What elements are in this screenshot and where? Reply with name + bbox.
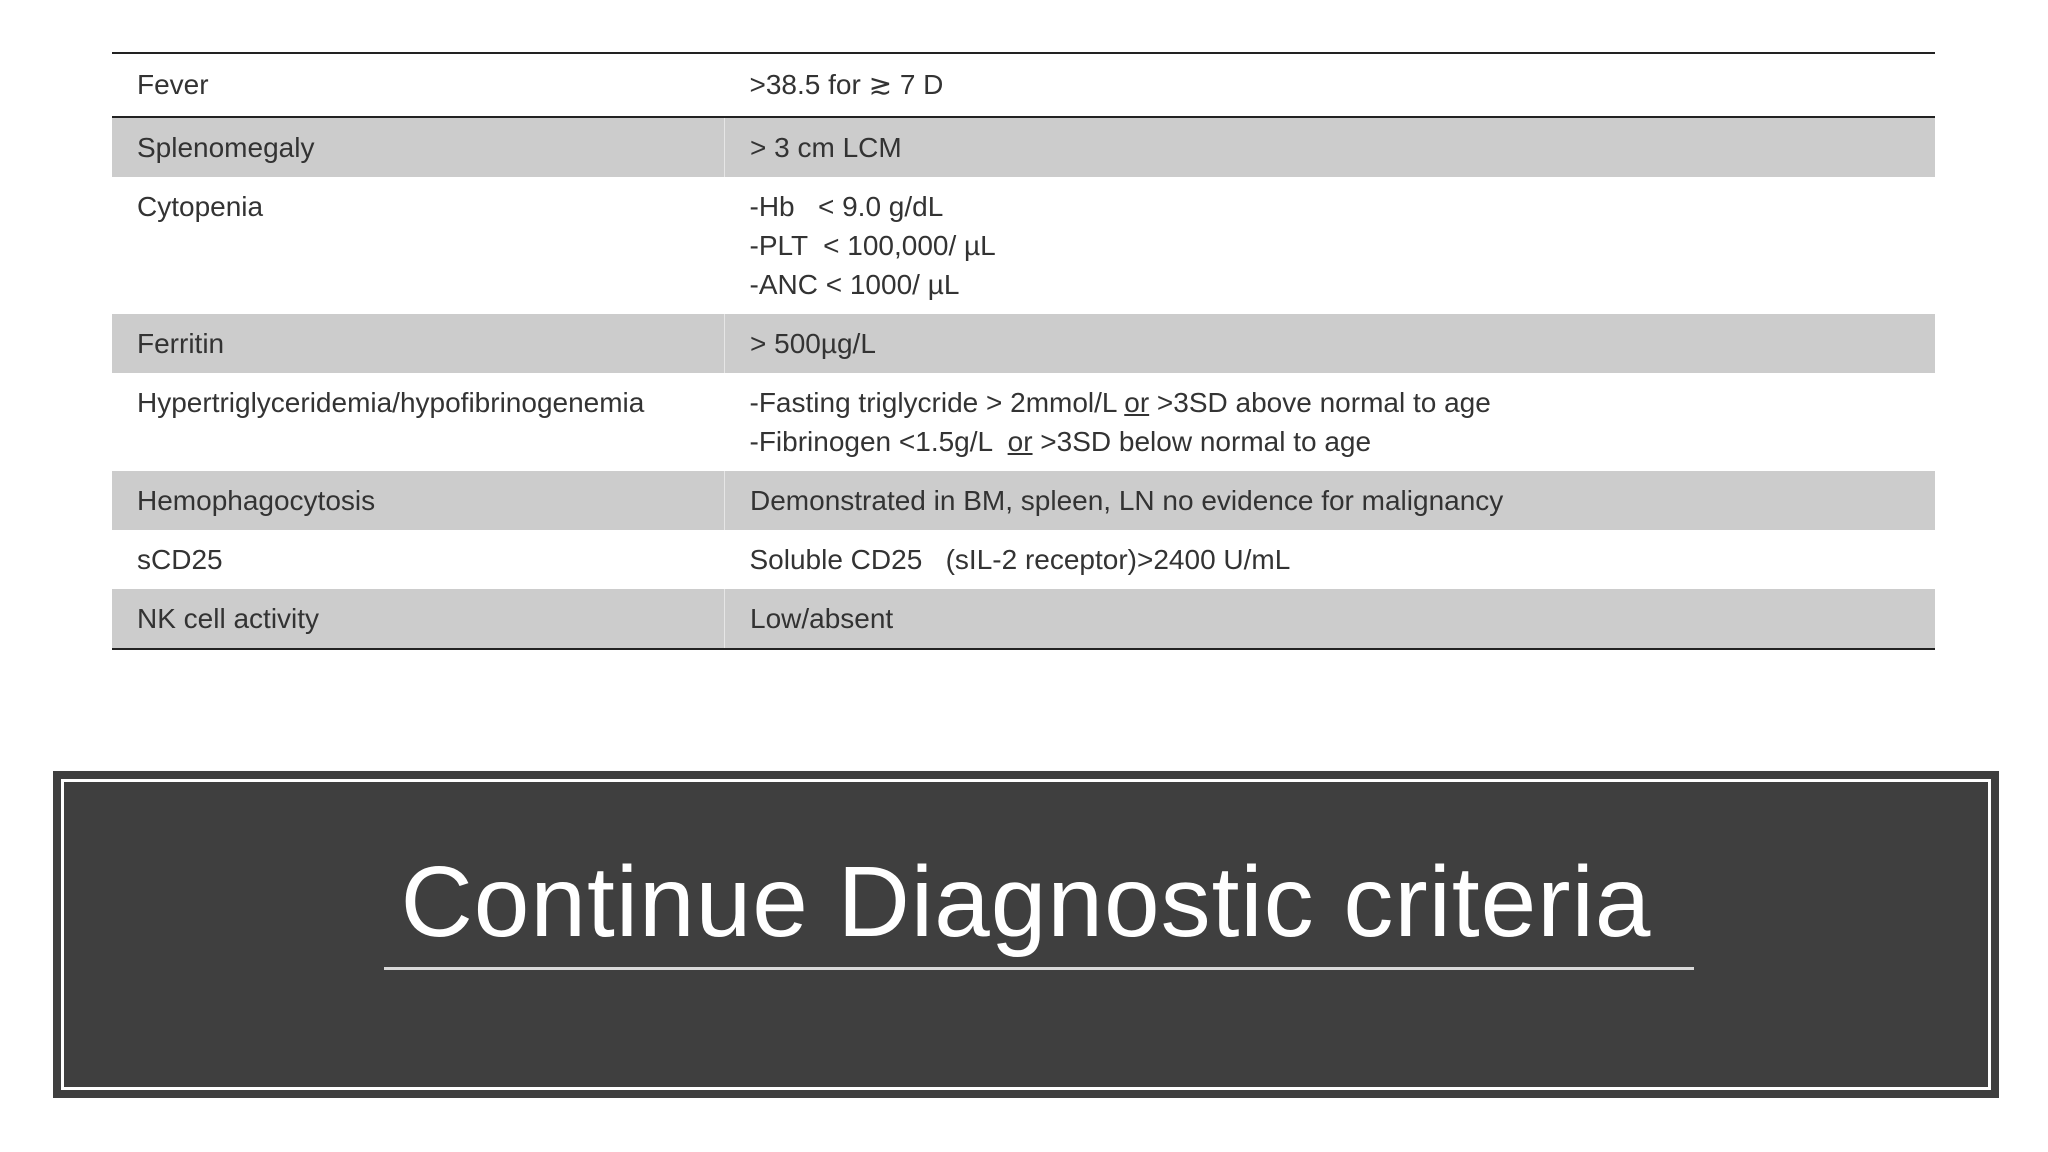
criteria-cell bbox=[725, 314, 1936, 373]
or-emphasis: or bbox=[1007, 426, 1033, 457]
criteria-line: Demonstrated in BM, spleen, LN no evidence for malignancy bbox=[750, 485, 1504, 516]
table-row-splenomegaly bbox=[112, 117, 1935, 177]
criteria-cell bbox=[725, 373, 1936, 471]
parameter-cell: Cytopenia bbox=[137, 191, 264, 222]
title-banner-frame bbox=[61, 779, 1991, 1090]
criteria-text: -Fibrinogen <1.5g/L bbox=[749, 426, 1008, 457]
criteria-line: Low/absent bbox=[750, 603, 894, 634]
criteria-line: -ANC < 1000/ µL bbox=[749, 269, 960, 300]
criteria-table bbox=[112, 52, 1935, 650]
criteria-cell bbox=[725, 117, 1936, 177]
criteria-line: > 3 cm LCM bbox=[750, 132, 902, 163]
parameter-cell: NK cell activity bbox=[112, 589, 725, 649]
or-emphasis: or bbox=[1124, 387, 1150, 418]
title-banner bbox=[53, 771, 1999, 1098]
parameter-cell: Splenomegaly bbox=[112, 117, 725, 177]
parameter-cell: Hemophagocytosis bbox=[112, 471, 725, 530]
criteria-cell bbox=[725, 177, 1936, 314]
table-row-cytopenia bbox=[112, 177, 1935, 314]
criteria-text: >3SD above normal to age bbox=[1149, 387, 1491, 418]
criteria-text: >3SD below normal to age bbox=[1032, 426, 1372, 457]
parameter-cell: sCD25 bbox=[137, 544, 223, 575]
criteria-line: Soluble CD25 (sIL-2 receptor)>2400 U/mL bbox=[749, 544, 1291, 575]
criteria-cell bbox=[725, 530, 1936, 589]
slide-title: Continue Diagnostic criteria bbox=[400, 846, 1652, 958]
criteria-line bbox=[750, 422, 1911, 461]
criteria-line bbox=[750, 383, 1911, 422]
table-row-fever bbox=[112, 53, 1935, 117]
parameter-cell: Ferritin bbox=[112, 314, 725, 373]
table-row-hypertriglyceridemia bbox=[112, 373, 1935, 471]
criteria-line: -Hb < 9.0 g/dL bbox=[749, 191, 944, 222]
title-underline-divider bbox=[384, 967, 1694, 970]
criteria-text: -Fasting triglycride > 2mmol/L bbox=[749, 387, 1125, 418]
parameter-cell: Fever bbox=[112, 53, 725, 117]
table-row-nk-cell-activity bbox=[112, 589, 1935, 649]
table-row-ferritin bbox=[112, 314, 1935, 373]
criteria-cell bbox=[725, 53, 1936, 117]
criteria-line: >38.5 for ≳ 7 D bbox=[749, 69, 944, 100]
criteria-cell bbox=[725, 589, 1936, 649]
table-row-scd25 bbox=[112, 530, 1935, 589]
criteria-cell bbox=[725, 471, 1936, 530]
criteria-line: > 500µg/L bbox=[750, 328, 876, 359]
table-row-hemophagocytosis bbox=[112, 471, 1935, 530]
criteria-line: -PLT < 100,000/ µL bbox=[749, 230, 996, 261]
parameter-cell: Hypertriglyceridemia/hypofibrinogenemia bbox=[137, 387, 645, 418]
